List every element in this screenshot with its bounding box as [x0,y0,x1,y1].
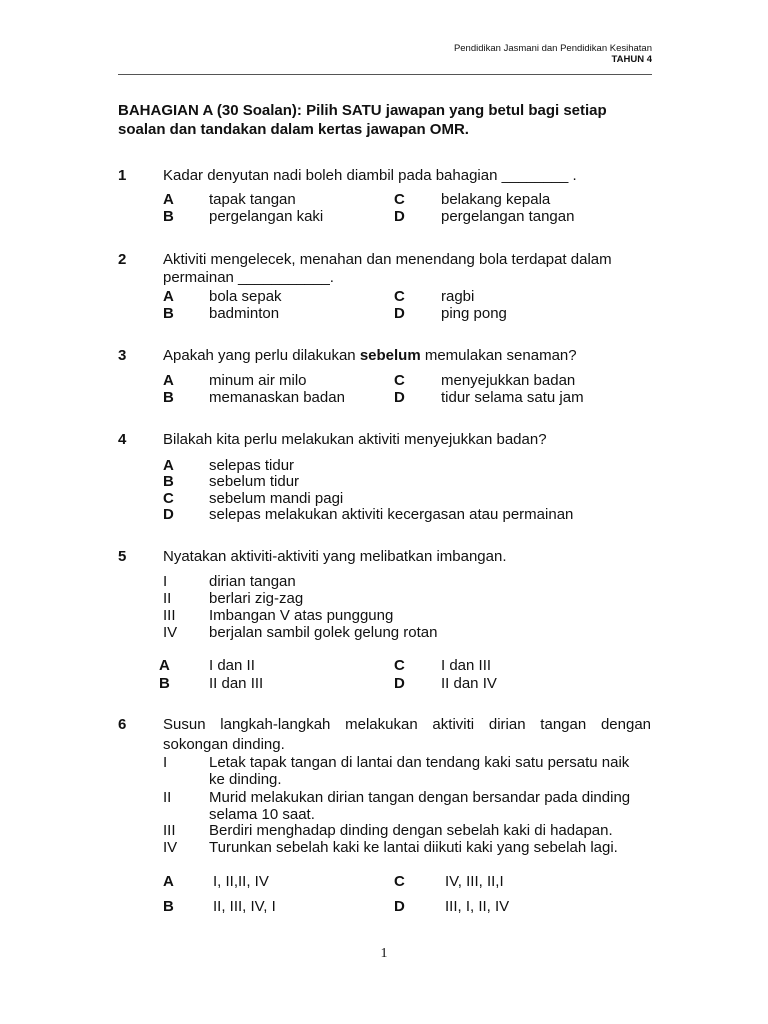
question-number: 6 [118,716,127,733]
option-label-a: A [163,372,174,389]
statement-label-i: I [163,573,168,590]
option-b: pergelangan kaki [209,208,324,225]
option-label-d: D [394,305,405,322]
option-c: IV, III, II,I [445,873,504,890]
option-label-b: B [163,305,174,322]
option-c: menyejukkan badan [441,372,576,389]
question-text: Bilakah kita perlu melakukan aktiviti menyejukkan badan? [163,431,547,448]
option-b: II dan III [209,675,264,692]
option-d: III, I, II, IV [445,898,510,915]
question-text [163,347,577,364]
option-label-d: D [394,208,405,225]
option-c: I dan III [441,657,492,674]
step-iv: Turunkan sebelah kaki ke lantai diikuti kaki yang sebelah lagi. [209,839,618,856]
option-b: sebelum tidur [209,473,300,490]
option-label-b: B [163,473,174,490]
page-number: 1 [380,946,388,961]
statement-ii: berlari zig-zag [209,590,304,607]
option-a: minum air milo [209,372,307,389]
option-label-c: C [394,288,405,305]
question-number: 3 [118,347,127,364]
option-label-c: C [394,873,405,890]
option-label-c: C [394,191,405,208]
option-label-c: C [394,372,405,389]
option-d: selepas melakukan aktiviti kecergasan atau permainan [209,506,574,523]
option-label-b: B [163,389,174,406]
option-label-b: B [159,675,170,692]
option-c: sebelum mandi pagi [209,490,344,507]
option-d: II dan IV [441,675,497,692]
question-text-line-1: Aktiviti mengelecek, menahan dan menendang bola terdapat dalam [163,251,612,268]
header-year: TAHUN 4 [611,54,652,65]
option-a: tapak tangan [209,191,296,208]
option-d: ping pong [441,305,507,322]
question-text-line-2: permainan ___________. [163,269,334,286]
option-label-a: A [159,657,170,674]
option-a: I dan II [209,657,255,674]
statement-iv: berjalan sambil golek gelung rotan [209,624,438,641]
question-text-line-2: sokongan dinding. [163,736,285,753]
question-text: Kadar denyutan nadi boleh diambil pada bahagian ________ . [163,167,577,184]
option-c: belakang kepala [441,191,551,208]
option-label-a: A [163,191,174,208]
option-b: II, III, IV, I [213,898,276,915]
option-b: memanaskan badan [209,389,345,406]
step-i: Letak tapak tangan di lantai dan tendang kaki satu persatu naik ke dinding. [209,754,630,788]
option-label-d: D [394,675,405,692]
question-number: 1 [118,167,127,184]
question-text-end: memulakan senaman? [420,347,577,364]
option-label-b: B [163,898,174,915]
statement-iii: Imbangan V atas punggung [209,607,394,624]
statement-label-ii: II [163,590,172,607]
statement-label-iv: IV [163,624,178,641]
step-iii: Berdiri menghadap dinding dengan sebelah kaki di hadapan. [209,822,613,839]
question-text-line-1: Susun langkah-langkah melakukan aktiviti dirian tangan dengan [163,716,651,733]
option-label-c: C [163,490,174,507]
option-d: tidur selama satu jam [441,389,584,406]
header-divider [118,74,652,75]
question-number: 2 [118,251,127,268]
question-text-start: Apakah yang perlu dilakukan [163,347,360,364]
option-label-b: B [163,208,174,225]
option-b: badminton [209,305,280,322]
option-label-a: A [163,457,174,474]
question-text: Nyatakan aktiviti-aktiviti yang melibatkan imbangan. [163,548,507,565]
step-label-iv: IV [163,839,178,856]
question-number: 4 [118,431,127,448]
option-label-d: D [163,506,174,523]
option-a: I, II,II, IV [213,873,269,890]
option-label-d: D [394,898,405,915]
option-label-d: D [394,389,405,406]
option-d: pergelangan tangan [441,208,575,225]
option-label-c: C [394,657,405,674]
step-ii: Murid melakukan dirian tangan dengan bersandar pada dinding selama 10 saat. [209,789,631,823]
header-subject: Pendidikan Jasmani dan Pendidikan Kesihatan [453,43,652,54]
emphasis-word: sebelum [359,347,421,364]
option-a: selepas tidur [209,457,295,474]
statement-label-iii: III [163,607,176,624]
statement-i: dirian tangan [209,573,296,590]
option-c: ragbi [441,288,475,305]
step-label-ii: II [163,789,172,806]
option-label-a: A [163,873,174,890]
step-label-i: I [163,754,168,771]
option-label-a: A [163,288,174,305]
step-label-iii: III [163,822,176,839]
question-number: 5 [118,548,127,565]
section-instructions: BAHAGIAN A (30 Soalan): Pilih SATU jawapan yang betul bagi setiap soalan dan tandakan dalam kertas jawapan OMR. [118,102,607,138]
option-a: bola sepak [209,288,282,305]
